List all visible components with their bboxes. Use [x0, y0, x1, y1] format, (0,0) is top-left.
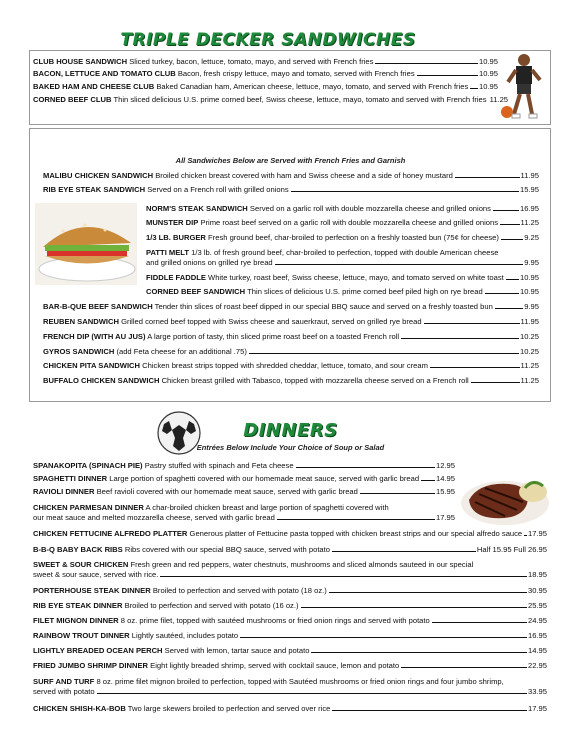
item-desc: Baked Canadian ham, American cheese, lettuce, mayo, tomato, and served with French fries [156, 82, 469, 91]
item-desc: Chicken breast grilled with Tabasco, topped with mozzarella cheese served on a French roll [161, 376, 469, 385]
menu-item [43, 361, 539, 370]
leader-line [471, 382, 520, 383]
leader-line [432, 622, 527, 623]
leader-line [485, 293, 519, 294]
leader-line [417, 75, 478, 76]
leader-line [470, 88, 478, 89]
menu-item [43, 347, 539, 356]
menu-item [33, 57, 498, 66]
cheers-subtitle: All Sandwiches Below are Served with French Fries and Garnish [175, 156, 406, 165]
item-desc: Fresh green and red peppers, water chestnuts, mushrooms and sliced almonds sauteed in our special [130, 560, 474, 569]
item-name: FILET MIGNON DINNER [33, 616, 119, 625]
menu-item [33, 601, 547, 610]
item-name: MALIBU CHICKEN SANDWICH [43, 171, 154, 180]
item-price: 11.95 [520, 171, 539, 180]
item-desc: Broiled to perfection and served with potato (18 oz.) [152, 586, 327, 595]
item-desc: Broiled to perfection and served with potato (16 oz.) [124, 601, 299, 610]
leader-line [500, 224, 520, 225]
menu-item [146, 218, 539, 227]
leader-line [501, 239, 523, 240]
item-desc: 1/3 lb. of fresh ground beef, char-broiled to perfection, topped with double American cheese [191, 248, 499, 257]
item-desc: Eight lightly breaded shrimp, served with cocktail sauce, lemon and potato [150, 661, 400, 670]
item-desc: Served with lemon, tartar sauce and potato [164, 646, 310, 655]
item-name: BAKED HAM AND CHEESE CLUB [33, 82, 155, 91]
leader-line [275, 264, 524, 265]
leader-line [160, 576, 527, 577]
item-desc: Tender thin slices of roast beef dipped in our special BBQ sauce and served on a freshly toasted bun [154, 302, 493, 311]
item-desc: Bacon, fresh crispy lettuce, mayo and tomato, served with French fries [177, 69, 415, 78]
item-desc2: served with potato [33, 687, 95, 696]
menu-item [33, 704, 547, 713]
item-price: 10.25 [519, 347, 539, 356]
item-desc2: and grilled onions on grilled rye bread [146, 258, 273, 267]
item-name: CHICKEN SHISH-KA-BOB [33, 704, 126, 713]
item-desc: (add Feta cheese for an additional .75) [116, 347, 247, 356]
menu-item-line2 [33, 570, 547, 579]
item-price: 11.25 [520, 361, 539, 370]
menu-item [33, 661, 547, 670]
item-name: CHICKEN PARMESAN DINNER [33, 503, 144, 512]
item-name: NORM'S STEAK SANDWICH [146, 204, 248, 213]
item-name: FRIED JUMBO SHRIMP DINNER [33, 661, 149, 670]
item-desc: Thin sliced delicious U.S. prime corned beef, Swiss cheese, lettuce, mayo, tomato and served with French fries [113, 95, 487, 104]
leader-line [332, 551, 476, 552]
leader-line [455, 177, 520, 178]
item-price: 10.95 [478, 57, 498, 66]
menu-item [146, 287, 539, 296]
menu-item [43, 332, 539, 341]
item-price: 12.95 [435, 461, 455, 470]
item-name: CORNED BEEF CLUB [33, 95, 112, 104]
item-price: 24.95 [527, 616, 547, 625]
menu-item [33, 586, 547, 595]
item-desc: Served on a French roll with grilled onions [147, 185, 289, 194]
menu-item [43, 317, 539, 326]
item-name: FIDDLE FADDLE [146, 273, 206, 282]
leader-line [493, 210, 519, 211]
item-price: 16.95 [527, 631, 547, 640]
item-name: CHICKEN PITA SANDWICH [43, 361, 141, 370]
menu-item [33, 503, 389, 512]
item-price: 33.95 [527, 687, 547, 696]
leader-line [291, 191, 519, 192]
item-price: 10.95 [519, 273, 539, 282]
item-desc: Served on a garlic roll with double mozzarella cheese and grilled onions [249, 204, 491, 213]
item-name: RIB EYE STEAK SANDWICH [43, 185, 146, 194]
leader-line [375, 63, 478, 64]
menu-item [33, 69, 498, 78]
menu-item [146, 273, 539, 282]
item-name: BACON, LETTUCE AND TOMATO CLUB [33, 69, 176, 78]
item-price: 17.95 [435, 513, 455, 522]
item-price: 11.95 [520, 317, 539, 326]
menu-item-line2 [146, 258, 539, 267]
leader-line [277, 519, 435, 520]
item-name: CLUB HOUSE SANDWICH [33, 57, 128, 66]
item-desc: Lightly sautéed, includes potato [131, 631, 239, 640]
item-name: CORNED BEEF SANDWICH [146, 287, 246, 296]
item-price: 17.95 [527, 704, 547, 713]
item-price: 9.95 [524, 302, 539, 311]
item-name: BAR-B-QUE BEEF SANDWICH [43, 302, 153, 311]
item-desc: Large portion of spaghetti covered with our homemade meat sauce, served with garlic bread [109, 474, 420, 483]
triple-title: TRIPLE DECKER SANDWICHES [120, 30, 416, 50]
item-desc: Broiled chicken breast covered with ham and Swiss cheese and a side of honey mustard [155, 171, 453, 180]
basketball-player-icon [500, 52, 546, 120]
leader-line [360, 493, 435, 494]
item-price: 25.95 [527, 601, 547, 610]
item-desc: Thin slices of delicious U.S. prime corned beef piled high on rye bread [247, 287, 483, 296]
item-price: 14.95 [527, 646, 547, 655]
item-name: RAINBOW TROUT DINNER [33, 631, 130, 640]
menu-item [33, 474, 455, 483]
item-price: 15.95 [519, 185, 539, 194]
menu-item [33, 677, 504, 686]
item-desc: Grilled corned beef topped with Swiss cheese and sauerkraut, served on grilled rye bread [121, 317, 422, 326]
menu-item [43, 376, 539, 385]
item-desc2: our meat sauce and melted mozzarella cheese, served with garlic bread [33, 513, 275, 522]
item-name: FRENCH DIP (WITH AU JUS) [43, 332, 146, 341]
menu-item [43, 171, 539, 180]
menu-item [33, 82, 498, 91]
item-name: LIGHTLY BREADED OCEAN PERCH [33, 646, 163, 655]
item-name: SWEET & SOUR CHICKEN [33, 560, 129, 569]
menu-item [146, 204, 539, 213]
item-desc2: sweet & sour sauce, served with rice. [33, 570, 159, 579]
menu-item [33, 646, 547, 655]
leader-line [332, 710, 527, 711]
item-price: 9.95 [524, 258, 539, 267]
item-price: 30.95 [527, 586, 547, 595]
menu-item [33, 487, 455, 496]
leader-line [240, 637, 527, 638]
item-desc: Ribs covered with our special BBQ sauce, served with potato [124, 545, 330, 554]
item-name: RAVIOLI DINNER [33, 487, 95, 496]
item-name: SPAGHETTI DINNER [33, 474, 108, 483]
item-desc: A large portion of tasty, thin sliced prime roast beef on a toasted French roll [147, 332, 400, 341]
menu-item [33, 616, 547, 625]
menu-item [33, 545, 547, 554]
menu-item [33, 631, 547, 640]
menu-item [146, 233, 539, 242]
menu-item-line2 [33, 513, 455, 522]
menu-item [33, 95, 509, 104]
dinners-title: DINNERS [243, 420, 338, 441]
leader-line [495, 308, 523, 309]
item-desc: Pastry stuffed with spinach and Feta cheese [144, 461, 294, 470]
leader-line [249, 353, 519, 354]
item-name: PATTI MELT [146, 248, 190, 257]
item-desc: Two large skewers broiled to perfection and served over rice [127, 704, 331, 713]
item-name: B-B-Q BABY BACK RIBS [33, 545, 123, 554]
menu-item [43, 185, 539, 194]
item-price: 11.25 [489, 95, 509, 104]
item-price: 10.95 [478, 82, 498, 91]
leader-line [401, 338, 519, 339]
item-desc: Chicken breast strips topped with shredded cheddar, lettuce, tomato, and sour cream [142, 361, 428, 370]
menu-item [33, 560, 473, 569]
item-name: 1/3 LB. BURGER [146, 233, 206, 242]
leader-line [524, 535, 527, 536]
item-price: 22.95 [527, 661, 547, 670]
item-price: Half 15.95 Full 26.95 [476, 545, 547, 554]
item-desc: 8 oz. prime filet mignon broiled to perfection, topped with Sautéed mushrooms or fried onion rings and four jumbo shrimp, [96, 677, 504, 686]
steak-photo-icon [459, 470, 551, 528]
dinners-subtitle: Entrées Below Include Your Choice of Soup or Salad [196, 443, 385, 452]
item-price: 11.25 [520, 376, 539, 385]
item-price: 9.25 [524, 233, 539, 242]
leader-line [311, 652, 527, 653]
item-desc: Beef ravioli covered with our homemade meat sauce, served with garlic bread [96, 487, 358, 496]
item-desc: White turkey, roast beef, Swiss cheese, lettuce, mayo, and tomato served on white toast [208, 273, 504, 282]
item-name: SPANAKOPITA (SPINACH PIE) [33, 461, 143, 470]
menu-item-line2 [33, 687, 547, 696]
menu-item [33, 529, 547, 538]
leader-line [506, 279, 519, 280]
leader-line [430, 367, 520, 368]
item-price: 10.25 [519, 332, 539, 341]
leader-line [296, 467, 435, 468]
item-desc: Prime roast beef served on a garlic roll with double mozzarella cheese and grilled onions [200, 218, 499, 227]
item-price: 18.95 [527, 570, 547, 579]
leader-line [97, 693, 527, 694]
item-price: 14.95 [435, 474, 455, 483]
leader-line [424, 323, 520, 324]
item-name: PORTERHOUSE STEAK DINNER [33, 586, 151, 595]
item-name: REUBEN SANDWICH [43, 317, 119, 326]
item-name: CHICKEN FETTUCINE ALFREDO PLATTER [33, 529, 188, 538]
leader-line [301, 607, 527, 608]
leader-line [401, 667, 527, 668]
item-desc: Sliced turkey, bacon, lettuce, tomato, mayo, and served with French fries [129, 57, 374, 66]
item-desc: A char-broiled chicken breast and large portion of spaghetti covered with [145, 503, 389, 512]
item-price: 11.25 [520, 218, 539, 227]
menu-item [33, 461, 455, 470]
item-price: 17.95 [527, 529, 547, 538]
item-name: RIB EYE STEAK DINNER [33, 601, 123, 610]
item-name: SURF AND TURF [33, 677, 95, 686]
item-desc: Fresh ground beef, char-broiled to perfection on a freshly toasted bun (75¢ for cheese) [208, 233, 499, 242]
item-desc: 8 oz. prime filet, topped with sautéed mushrooms or fried onion rings and served with potato [120, 616, 430, 625]
leader-line [421, 480, 435, 481]
item-name: BUFFALO CHICKEN SANDWICH [43, 376, 160, 385]
item-price: 15.95 [435, 487, 455, 496]
leader-line [329, 592, 527, 593]
item-price: 10.95 [519, 287, 539, 296]
item-price: 16.95 [519, 204, 539, 213]
menu-item [43, 302, 539, 311]
menu-item [146, 248, 498, 257]
item-name: MUNSTER DIP [146, 218, 199, 227]
item-price: 10.95 [478, 69, 498, 78]
item-desc: Generous platter of Fettucine pasta topped with chicken breast strips and our special alfredo sauce [189, 529, 523, 538]
sandwich-photo-icon [35, 203, 137, 285]
item-name: GYROS SANDWICH [43, 347, 115, 356]
